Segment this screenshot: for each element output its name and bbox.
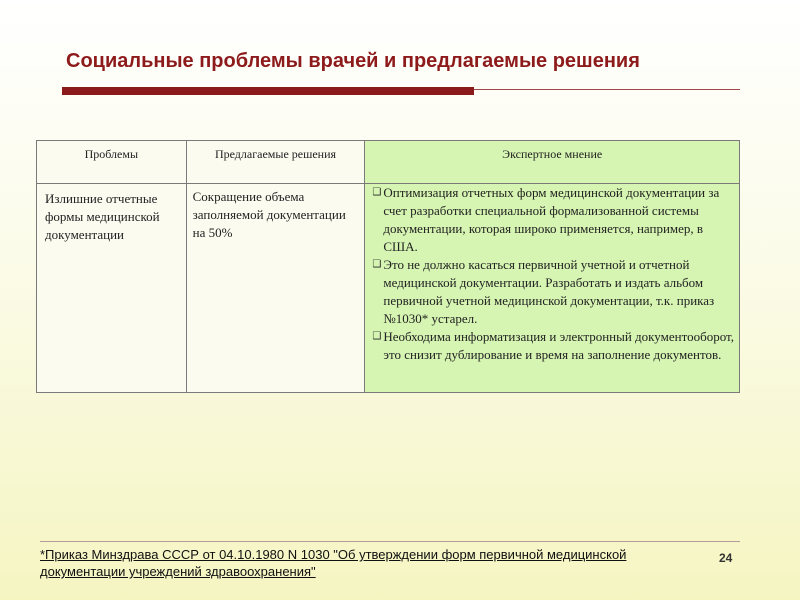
header-problems: Проблемы: [37, 141, 187, 184]
checkbox-bullet-icon: ❑: [372, 187, 382, 198]
problems-table: [36, 140, 740, 393]
footer-divider-line: [40, 541, 740, 542]
table-row: [37, 184, 740, 393]
table-header-row: [37, 141, 740, 184]
footnote: *Приказ Минздрава СССР от 04.10.1980 N 1030 "Об утверждении форм первичной медицинской документации учреждений здравоохранения": [40, 547, 627, 579]
problem-text: Излишние отчетные формы медицинской документации: [45, 191, 160, 242]
expert-item-text: Необходима информатизация и электронный документооборот, это снизит дублирование и время на заполнение документов.: [383, 329, 734, 362]
solution-text: Сокращение объема заполняемой документации на 50%: [192, 189, 346, 240]
header-solutions: Предлагаемые решения: [186, 141, 365, 184]
cell-solution: [186, 184, 365, 393]
checkbox-bullet-icon: ❑: [372, 259, 382, 270]
expert-item: [365, 256, 739, 328]
expert-item-text: Оптимизация отчетных форм медицинской документации за счет разработки специальной формализованной системы документации, которая широко применяется, например, в США.: [383, 185, 720, 254]
expert-item: [365, 184, 739, 256]
slide-title: Социальные проблемы врачей и предлагаемые решения: [66, 50, 640, 72]
checkbox-bullet-icon: ❑: [372, 331, 382, 342]
title-divider-line: [474, 89, 740, 90]
page-number: 24: [719, 551, 733, 565]
header-expert: Экспертное мнение: [365, 141, 740, 184]
expert-item: [365, 328, 739, 364]
title-accent-bar: [62, 87, 474, 95]
cell-problem: [37, 184, 187, 393]
expert-item-text: Это не должно касаться первичной учетной и отчетной медицинской документации. Разработать и издать альбом первичной учетной медицинской документации, т.к. приказ №1030* устарел.: [383, 257, 715, 326]
cell-expert: [365, 184, 740, 393]
